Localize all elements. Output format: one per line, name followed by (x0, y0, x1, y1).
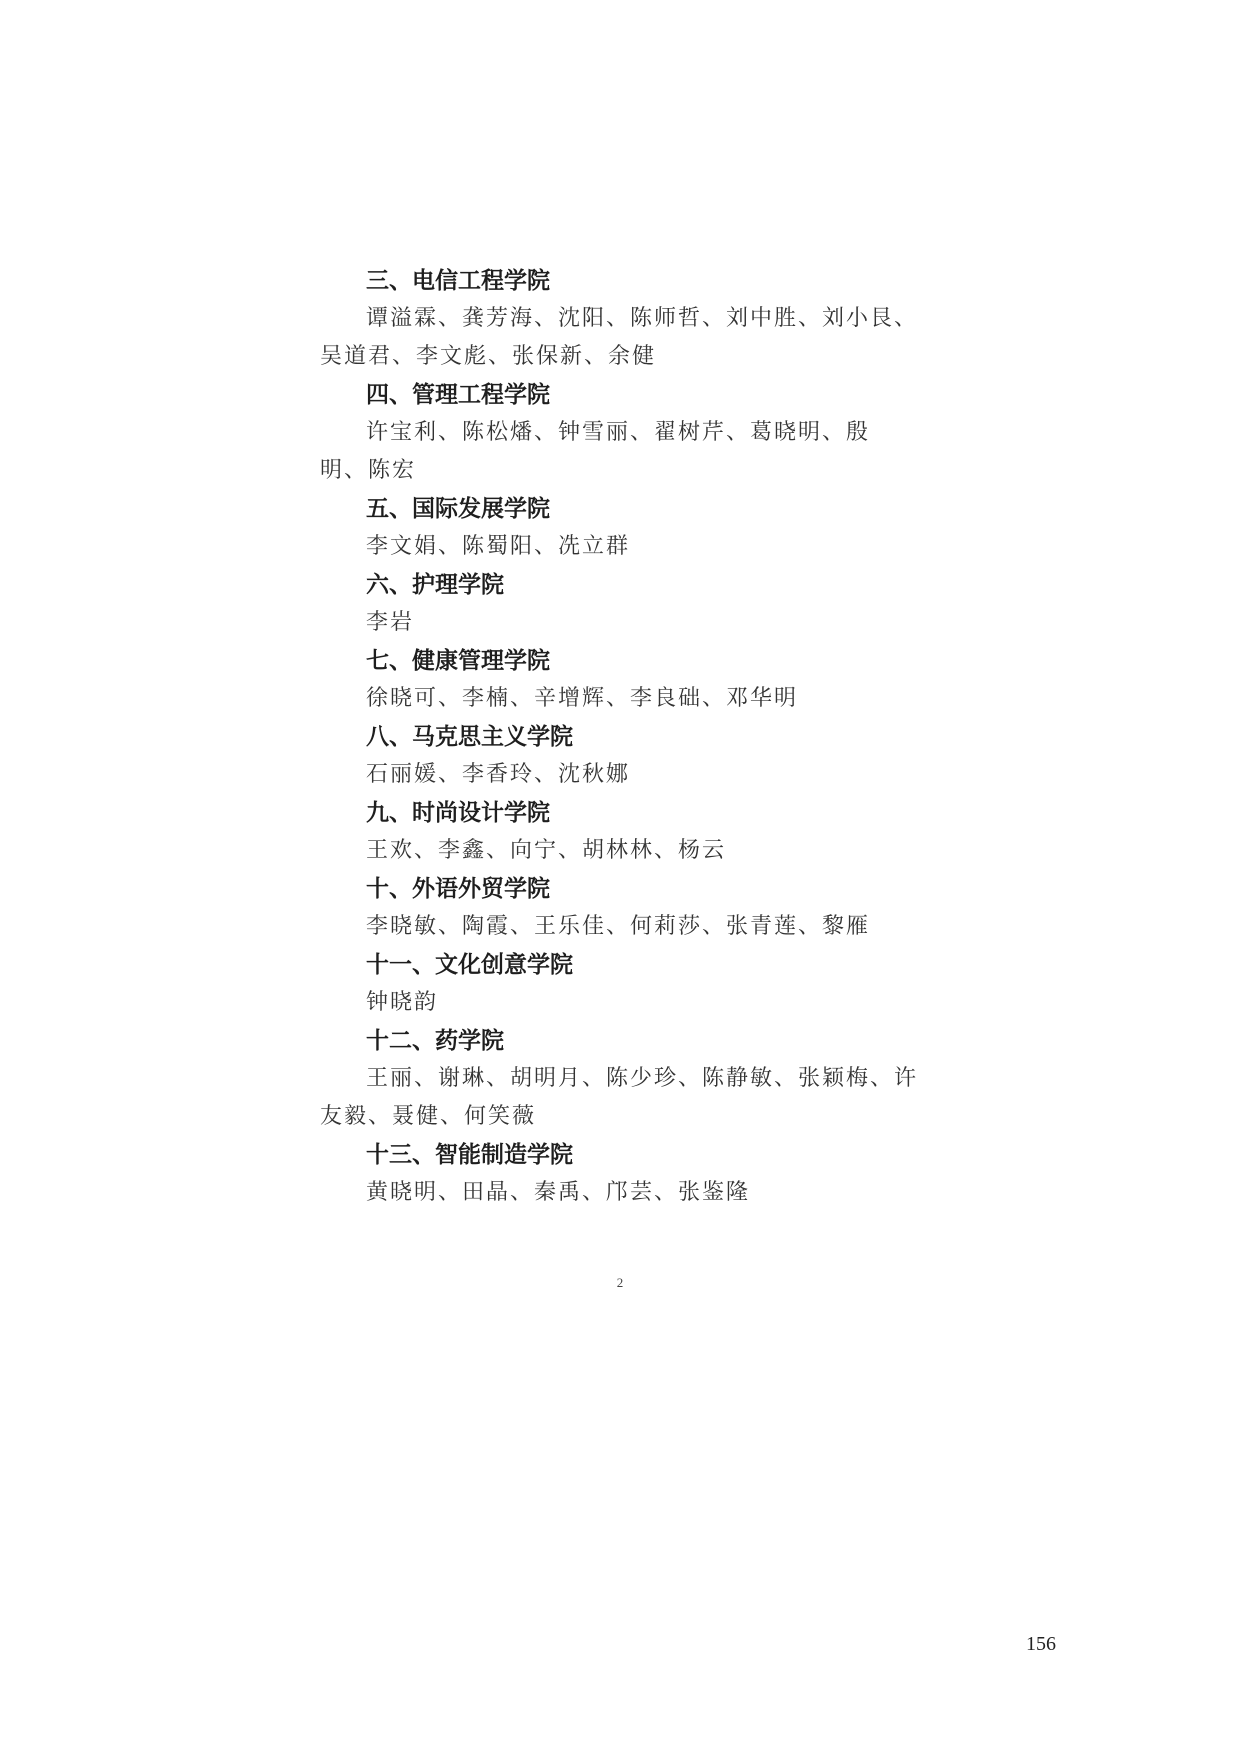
section-names: 许宝利、陈松燔、钟雪丽、翟树芹、葛晓明、殷 明、陈宏 (320, 420, 871, 483)
page-number: 156 (1026, 1633, 1056, 1655)
section-names: 王欢、李鑫、向宁、胡林林、杨云 (366, 838, 727, 863)
section-heading: 七、健康管理学院 (366, 648, 550, 674)
section-heading: 六、护理学院 (366, 572, 504, 598)
section-names: 李岩 (366, 610, 415, 635)
section-heading: 三、电信工程学院 (366, 268, 550, 294)
section-names: 李文娟、陈蜀阳、冼立群 (366, 534, 631, 559)
section-heading: 五、国际发展学院 (366, 496, 550, 522)
section-names: 谭溢霖、龚芳海、沈阳、陈师哲、刘中胜、刘小艮、吴道君、李文彪、张保新、余健 (320, 306, 919, 369)
section-names: 黄晓明、田晶、秦禹、邝芸、张鉴隆 (366, 1180, 751, 1205)
inner-page-number: 2 (616, 1275, 624, 1290)
section-heading: 十二、药学院 (366, 1028, 504, 1054)
section-names: 王丽、谢琳、胡明月、陈少珍、陈静敏、张颖梅、许友毅、聂健、何笑薇 (320, 1066, 919, 1129)
section-names: 钟晓韵 (366, 990, 439, 1015)
section-heading: 四、管理工程学院 (366, 382, 550, 408)
section-names: 石丽媛、李香玲、沈秋娜 (366, 762, 631, 787)
section-heading: 八、马克思主义学院 (366, 724, 573, 750)
section-heading: 十三、智能制造学院 (366, 1142, 573, 1168)
document-body (320, 262, 926, 1212)
section-heading: 十、外语外贸学院 (366, 876, 550, 902)
section-names: 李晓敏、陶霞、王乐佳、何莉莎、张青莲、黎雁 (366, 914, 871, 939)
section-names: 徐晓可、李楠、辛增辉、李良础、邓华明 (366, 686, 799, 711)
section-heading: 九、时尚设计学院 (366, 800, 550, 826)
section-heading: 十一、文化创意学院 (366, 952, 573, 978)
